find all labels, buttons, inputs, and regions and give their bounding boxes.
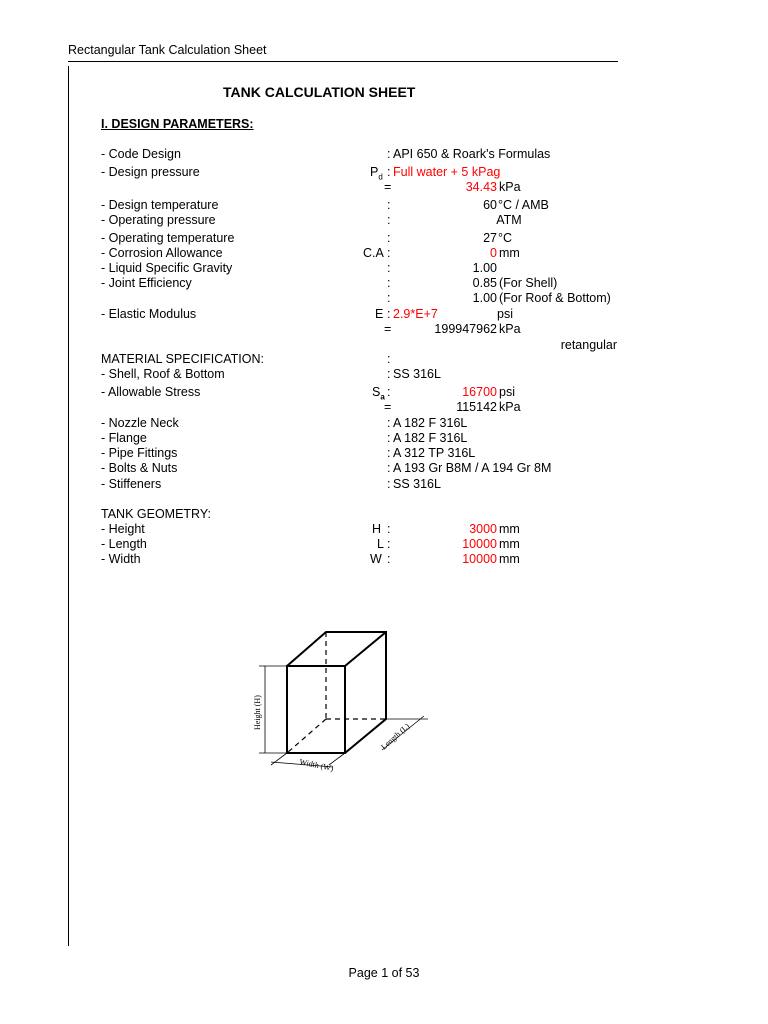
- left-margin-rule: [68, 66, 69, 946]
- elastic-modulus-kpa-unit: kPa: [499, 322, 521, 336]
- elastic-modulus-unit: psi: [497, 307, 513, 321]
- pipe-fittings-value: A 312 TP 316L: [393, 446, 476, 460]
- allowable-stress-colon: :: [387, 385, 391, 399]
- joint-efficiency-colon-2: :: [387, 291, 391, 305]
- stiffeners-label: - Stiffeners: [101, 477, 162, 491]
- length-symbol: L: [377, 537, 384, 551]
- design-pressure-symbol: [370, 165, 383, 185]
- nozzle-neck-label: - Nozzle Neck: [101, 416, 179, 430]
- tank-dimension-figure: [246, 626, 442, 780]
- shape-note: retangular: [560, 338, 617, 352]
- material-spec-colon: :: [387, 352, 391, 366]
- allowable-stress-kpa-unit: kPa: [499, 400, 521, 414]
- dimension-lines: [259, 666, 428, 767]
- shell-material-colon: :: [387, 367, 391, 381]
- joint-efficiency-roof-value: 1.00: [472, 291, 497, 305]
- specific-gravity-value: 1.00: [472, 261, 497, 275]
- code-design-label: - Code Design: [101, 147, 181, 161]
- width-colon: :: [387, 552, 391, 566]
- symbol-text: P: [370, 165, 379, 179]
- operating-pressure-value: ATM: [496, 213, 522, 227]
- design-temperature-value: 60: [483, 198, 497, 212]
- allowable-stress-value: 16700: [462, 385, 497, 399]
- corrosion-allowance-symbol: C.A: [363, 246, 384, 260]
- stiffeners-colon: :: [387, 477, 391, 491]
- elastic-modulus-colon: :: [387, 307, 391, 321]
- document-title: TANK CALCULATION SHEET: [223, 84, 416, 100]
- bolts-nuts-value: A 193 Gr B8M / A 194 Gr 8M: [393, 461, 552, 475]
- tank-front-face: [287, 666, 345, 753]
- height-label: - Height: [101, 522, 145, 536]
- length-unit: mm: [499, 537, 520, 551]
- corrosion-allowance-label: - Corrosion Allowance: [101, 246, 223, 260]
- allowable-stress-symbol: [372, 385, 385, 405]
- tank-geometry-heading: TANK GEOMETRY:: [101, 507, 211, 521]
- elastic-modulus-equals: =: [384, 322, 392, 336]
- operating-temperature-label: - Operating temperature: [101, 231, 235, 245]
- symbol-subscript: d: [378, 172, 383, 182]
- code-design-colon: :: [387, 147, 391, 161]
- stiffeners-value: SS 316L: [393, 477, 441, 491]
- height-colon: :: [387, 522, 391, 536]
- code-design-value: API 650 & Roark's Formulas: [393, 147, 551, 161]
- height-value: 3000: [469, 522, 497, 536]
- header-rule: [68, 61, 618, 62]
- height-unit: mm: [499, 522, 520, 536]
- elastic-modulus-kpa-value: 199947962: [434, 322, 497, 336]
- bolts-nuts-label: - Bolts & Nuts: [101, 461, 178, 475]
- symbol-subscript: a: [380, 392, 385, 402]
- bolts-nuts-colon: :: [387, 461, 391, 475]
- flange-value: A 182 F 316L: [393, 431, 468, 445]
- design-pressure-colon: :: [387, 165, 391, 179]
- specific-gravity-colon: :: [387, 261, 391, 275]
- joint-efficiency-roof-note: (For Roof & Bottom): [499, 291, 611, 305]
- allowable-stress-label: - Allowable Stress: [101, 385, 201, 399]
- tank-top-edge: [345, 632, 386, 666]
- joint-efficiency-shell-note: (For Shell): [499, 276, 558, 290]
- elastic-modulus-symbol: E: [375, 307, 384, 321]
- specific-gravity-label: - Liquid Specific Gravity: [101, 261, 233, 275]
- width-value: 10000: [462, 552, 497, 566]
- tank-hidden-edges: [287, 632, 386, 753]
- operating-pressure-label: - Operating pressure: [101, 213, 216, 227]
- flange-label: - Flange: [101, 431, 147, 445]
- page-number: Page 1 of 53: [348, 966, 420, 980]
- design-pressure-equals: =: [384, 180, 392, 194]
- operating-temperature-unit: °C: [498, 231, 513, 245]
- width-label: - Width: [101, 552, 141, 566]
- width-symbol: W: [370, 552, 382, 566]
- allowable-stress-kpa-value: 115142: [456, 400, 497, 414]
- nozzle-neck-value: A 182 F 316L: [393, 416, 468, 430]
- design-pressure-value: Full water + 5 kPag: [393, 165, 501, 179]
- height-dimension-label: Height (H): [253, 695, 262, 730]
- tank-top-side-edges: [287, 632, 386, 753]
- pipe-fittings-label: - Pipe Fittings: [101, 446, 178, 460]
- design-pressure-kpa-unit: kPa: [499, 180, 521, 194]
- width-unit: mm: [499, 552, 520, 566]
- elastic-modulus-label: - Elastic Modulus: [101, 307, 197, 321]
- shell-material-label: - Shell, Roof & Bottom: [101, 367, 225, 381]
- length-dimension-label: Length (L): [379, 721, 412, 752]
- height-symbol: H: [372, 522, 382, 536]
- symbol-text: S: [372, 385, 381, 399]
- length-colon: :: [387, 537, 391, 551]
- nozzle-neck-colon: :: [387, 416, 391, 430]
- flange-colon: :: [387, 431, 391, 445]
- operating-temperature-value: 27: [483, 231, 497, 245]
- design-temperature-colon: :: [387, 198, 391, 212]
- design-pressure-label: - Design pressure: [101, 165, 200, 179]
- design-temperature-label: - Design temperature: [101, 198, 219, 212]
- length-label: - Length: [101, 537, 147, 551]
- operating-pressure-colon: :: [387, 213, 391, 227]
- shell-material-value: SS 316L: [393, 367, 441, 381]
- corrosion-allowance-value: 0: [490, 246, 497, 260]
- joint-efficiency-label: - Joint Efficiency: [101, 276, 192, 290]
- material-spec-heading: MATERIAL SPECIFICATION:: [101, 352, 264, 366]
- joint-efficiency-colon: :: [387, 276, 391, 290]
- joint-efficiency-shell-value: 0.85: [472, 276, 497, 290]
- allowable-stress-equals: =: [384, 400, 392, 414]
- tank-box-outline: [287, 632, 386, 753]
- design-temperature-unit: °C / AMB: [498, 198, 549, 212]
- header-title: Rectangular Tank Calculation Sheet: [68, 43, 267, 57]
- design-pressure-kpa-value: 34.43: [465, 180, 497, 194]
- elastic-modulus-value: 2.9*E+7: [393, 307, 438, 321]
- pipe-fittings-colon: :: [387, 446, 391, 460]
- operating-temperature-colon: :: [387, 231, 391, 245]
- length-value: 10000: [462, 537, 497, 551]
- width-dimension-label: Width (W): [298, 757, 335, 774]
- corrosion-allowance-unit: mm: [499, 246, 520, 260]
- section-heading-design-parameters: I. DESIGN PARAMETERS:: [101, 117, 254, 131]
- corrosion-allowance-colon: :: [387, 246, 391, 260]
- allowable-stress-unit: psi: [499, 385, 515, 399]
